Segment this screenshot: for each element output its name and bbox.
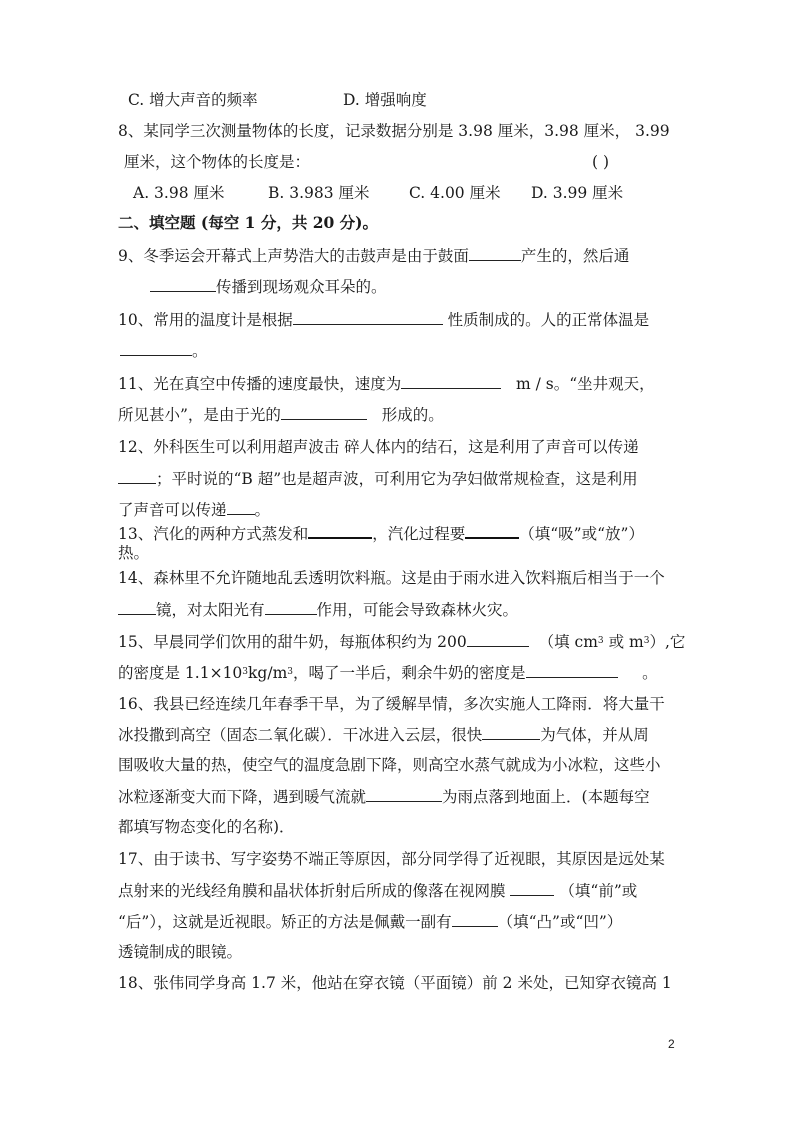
- q12-text-4: 。: [254, 501, 271, 519]
- q17-blank-1[interactable]: [510, 879, 554, 896]
- q15-sup-2: 3: [643, 636, 650, 646]
- q16-line-4: [118, 785, 650, 808]
- q9-blank-1[interactable]: [469, 244, 521, 261]
- q14-blank-1[interactable]: [118, 598, 156, 615]
- q11-line-1: [118, 372, 655, 395]
- q12-line-3: [118, 498, 270, 521]
- q15-sup-1: 3: [597, 636, 604, 646]
- q10-text-3: 。: [192, 342, 208, 360]
- q15-blank-2[interactable]: [526, 661, 618, 678]
- q15-text-4: ）,它: [649, 633, 686, 651]
- q11-line-2: [118, 403, 444, 426]
- q16-line-1: 16、我县已经连续几年春季干旱，为了缓解旱情，多次实施人工降雨．将大量干: [118, 695, 665, 713]
- q12-text-2: ；平时说的“B 超”也是超声波，可利用它为孕妇做常规检查，这是利用: [156, 470, 638, 488]
- q11-blank-1[interactable]: [401, 372, 501, 389]
- q13-line-1: [118, 521, 644, 545]
- q15-text-8: 。: [642, 664, 658, 682]
- q16-text-2b: 为气体，并从周: [540, 726, 649, 744]
- q15-text-5: 的密度是 1.1×10: [118, 664, 243, 682]
- q16-blank-2[interactable]: [366, 785, 442, 802]
- section-heading: [118, 212, 378, 234]
- q12-line-2: [118, 467, 638, 490]
- q10-blank-1[interactable]: [293, 308, 443, 325]
- q9-text-3: 传播到现场观众耳朵的。: [216, 278, 387, 296]
- q15-text-7: ，喝了一半后，剩余牛奶的密度是: [293, 664, 526, 682]
- q17-line-2: [118, 879, 637, 902]
- q14-line-1: 14、森林里不允许随地乱丢透明饮料瓶。这是由于雨水进入饮料瓶后相当于一个: [118, 569, 665, 587]
- q9-blank-2[interactable]: [150, 275, 216, 292]
- q8-option-c: C. 4.00 厘米: [409, 184, 501, 202]
- q16-line-2: [118, 723, 649, 746]
- q17-blank-2[interactable]: [452, 910, 498, 927]
- q9-line-2: [150, 275, 387, 298]
- section-title: 二、填空题: [118, 213, 196, 232]
- q12-blank-2[interactable]: [227, 498, 255, 515]
- q15-text-2: （填 cm: [538, 633, 598, 651]
- q15-text-3: 或 m: [603, 633, 644, 651]
- section-note: (每空 1 分，共 20 分)。: [195, 213, 379, 232]
- q14-blank-2[interactable]: [265, 598, 317, 615]
- q15-line-1: [118, 630, 685, 653]
- q9-text-1: 9、冬季运会开幕式上声势浩大的击鼓声是由于鼓面: [118, 247, 469, 265]
- q17-line-1: 17、由于读书、写字姿势不端正等原因，部分同学得了近视眼，其原因是远处某: [118, 850, 665, 868]
- q7-option-d: D. 增强响度: [343, 91, 427, 109]
- q18-line-1: 18、张伟同学身高 1.7 米，他站在穿衣镜（平面镜）前 2 米处，已知穿衣镜高 1: [118, 974, 672, 992]
- q14-line-2: [118, 598, 518, 621]
- q15-sup-3: 3: [242, 667, 249, 677]
- q16-blank-1[interactable]: [482, 723, 540, 740]
- q9-text-2: 产生的，然后通: [520, 247, 630, 265]
- q15-sup-4: 3: [287, 667, 293, 677]
- q7-option-c: C. 增大声音的频率: [128, 91, 258, 109]
- q17-text-3a: “后”），这就是近视眼。矫正的方法是佩戴一副有: [118, 913, 452, 931]
- q17-line-4: 透镜制成的眼镜。: [118, 943, 243, 961]
- q13-blank-2[interactable]: [465, 521, 519, 539]
- q17-line-3: [118, 910, 622, 933]
- q8-option-d: D. 3.99 厘米: [531, 184, 624, 202]
- q8-line-2: 厘米，这个物体的长度是：: [124, 153, 311, 171]
- q10-text-2: 性质制成的。人的正常体温是: [447, 311, 650, 329]
- q15-text-1: 15、早晨同学们饮用的甜牛奶，每瓶体积约为 200: [118, 633, 467, 651]
- q10-text-1: 10、常用的温度计是根据: [118, 311, 293, 329]
- q16-line-3: 围吸收大量的热，使空气的温度急剧下降，则高空水蒸气就成为小冰粒，这些小: [118, 756, 661, 774]
- q13-blank-1[interactable]: [308, 521, 372, 539]
- q17-text-3b: （填“凸”或“凹”）: [497, 913, 623, 931]
- page-number: 2: [668, 1037, 675, 1051]
- q8-line-1: 8、某同学三次测量物体的长度，记录数据分别是 3.98 厘米，3.98 厘米， 3.99: [118, 122, 670, 140]
- q13-text-2: ，汽化过程要: [372, 525, 466, 543]
- q10-line-2: [120, 339, 208, 362]
- q13-line-2: 热。: [118, 544, 150, 562]
- q8-option-b: B. 3.983 厘米: [268, 184, 370, 202]
- q8-option-a: A. 3.98 厘米: [133, 184, 225, 202]
- q17-text-2b: （填“前”或: [559, 882, 638, 900]
- q16-text-4b: 为雨点落到地面上．(本题每空: [442, 788, 650, 806]
- q11-text-4: 形成的。: [381, 406, 444, 424]
- q8-answer-bracket: ( ): [592, 153, 610, 171]
- q11-text-2: m / s。“坐井观天，: [516, 375, 655, 393]
- q10-blank-2[interactable]: [120, 339, 192, 356]
- q11-text-1: 11、光在真空中传播的速度最快，速度为: [118, 375, 402, 393]
- q11-text-3: 所见甚小”，是由于光的: [118, 406, 281, 424]
- q14-text-2: 镜，对太阳光有: [156, 601, 265, 619]
- q11-blank-2[interactable]: [281, 403, 367, 420]
- q9-line-1: [118, 244, 629, 267]
- q15-line-2: [118, 661, 658, 684]
- q12-line-1: 12、外科医生可以利用超声波击 碎人体内的结石，这是利用了声音可以传递: [118, 438, 639, 456]
- q12-blank-1[interactable]: [118, 467, 156, 484]
- q10-line-1: [118, 308, 649, 331]
- q15-blank-1[interactable]: [467, 630, 529, 647]
- q16-text-4a: 冰粒逐渐变大而下降，遇到暖气流就: [118, 788, 367, 806]
- q15-text-6: kg/m: [248, 664, 288, 682]
- q13-text-1: 13、汽化的两种方式蒸发和: [118, 525, 309, 543]
- q16-text-2a: 冰投撒到高空（固态二氧化碳）．干冰进入云层，很快: [118, 726, 483, 744]
- q17-text-2a: 点射来的光线经角膜和晶状体折射后所成的像落在视网膜: [118, 882, 506, 900]
- q14-text-3: 作用，可能会导致森林火灾。: [316, 601, 519, 619]
- q13-text-3: （填“吸”或“放”）: [519, 525, 644, 543]
- q16-line-5: 都填写物态变化的名称)．: [118, 818, 295, 836]
- q12-text-3: 了声音可以传递: [118, 501, 227, 519]
